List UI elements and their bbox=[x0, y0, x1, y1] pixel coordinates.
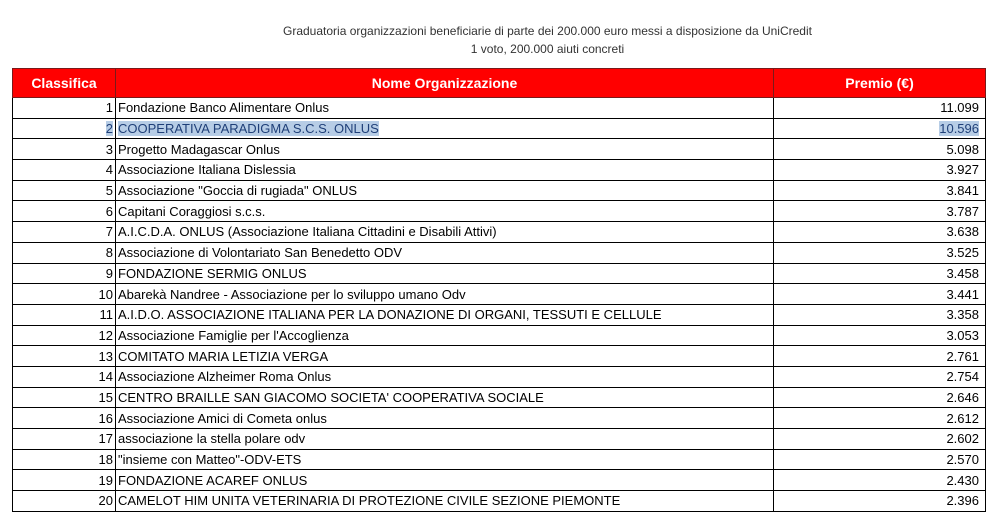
prize-text: 11.099 bbox=[940, 100, 979, 116]
organization-name-cell[interactable] bbox=[116, 160, 774, 181]
rank-text: 8 bbox=[105, 245, 113, 261]
organization-name-text: COMITATO MARIA LETIZIA VERGA bbox=[118, 348, 329, 364]
rank-cell[interactable] bbox=[13, 408, 116, 429]
prize-cell[interactable] bbox=[774, 284, 986, 305]
table-row[interactable] bbox=[13, 325, 986, 346]
prize-cell[interactable] bbox=[774, 118, 986, 139]
rank-text: 17 bbox=[98, 431, 113, 447]
rank-cell[interactable] bbox=[13, 470, 116, 491]
organization-name-cell[interactable] bbox=[116, 366, 774, 387]
rank-cell[interactable] bbox=[13, 366, 116, 387]
rank-cell[interactable] bbox=[13, 325, 116, 346]
rank-cell[interactable] bbox=[13, 118, 116, 139]
prize-text: 5.098 bbox=[946, 141, 979, 157]
rank-text: 3 bbox=[105, 141, 113, 157]
prize-cell[interactable] bbox=[774, 470, 986, 491]
table-row[interactable] bbox=[13, 366, 986, 387]
organization-name-text: Progetto Madagascar Onlus bbox=[118, 141, 280, 157]
table-row[interactable] bbox=[13, 242, 986, 263]
organization-name-cell[interactable] bbox=[116, 449, 774, 470]
column-header-name[interactable]: Nome Organizzazione bbox=[116, 69, 774, 98]
table-row[interactable] bbox=[13, 346, 986, 367]
prize-cell[interactable] bbox=[774, 180, 986, 201]
organization-name-cell[interactable] bbox=[116, 429, 774, 450]
rank-cell[interactable] bbox=[13, 387, 116, 408]
organization-name-cell[interactable] bbox=[116, 346, 774, 367]
document-title bbox=[0, 22, 1003, 58]
organization-name-cell[interactable] bbox=[116, 201, 774, 222]
prize-text: 2.602 bbox=[946, 431, 979, 447]
rank-cell[interactable] bbox=[13, 449, 116, 470]
organization-name-text: Associazione di Volontariato San Benedetto ODV bbox=[118, 245, 403, 261]
table-row[interactable] bbox=[13, 491, 986, 512]
table-row[interactable] bbox=[13, 263, 986, 284]
organization-name-text: "insieme con Matteo"-ODV-ETS bbox=[118, 452, 302, 468]
organization-name-text: CENTRO BRAILLE SAN GIACOMO SOCIETA' COOPERATIVA SOCIALE bbox=[118, 389, 544, 405]
table-row[interactable] bbox=[13, 118, 986, 139]
rank-cell[interactable] bbox=[13, 180, 116, 201]
prize-cell[interactable] bbox=[774, 160, 986, 181]
rank-cell[interactable] bbox=[13, 346, 116, 367]
rank-text: 1 bbox=[105, 100, 113, 116]
rank-text: 20 bbox=[98, 493, 113, 509]
prize-cell[interactable] bbox=[774, 429, 986, 450]
prize-text: 3.525 bbox=[946, 245, 979, 261]
prize-cell[interactable] bbox=[774, 387, 986, 408]
organization-name-text: Abarekà Nandree - Associazione per lo sviluppo umano Odv bbox=[118, 286, 466, 302]
organization-name-text: CAMELOT HIM UNITA VETERINARIA DI PROTEZIONE CIVILE SEZIONE PIEMONTE bbox=[118, 493, 621, 509]
prize-cell[interactable] bbox=[774, 408, 986, 429]
table-row[interactable] bbox=[13, 449, 986, 470]
prize-text: 10.596 bbox=[939, 121, 979, 137]
column-header-prize[interactable]: Premio (€) bbox=[774, 69, 986, 98]
organization-name-text: Associazione "Goccia di rugiada" ONLUS bbox=[118, 183, 358, 199]
prize-text: 3.358 bbox=[946, 307, 979, 323]
prize-text: 2.761 bbox=[946, 348, 979, 364]
rank-cell[interactable] bbox=[13, 242, 116, 263]
rank-cell[interactable] bbox=[13, 284, 116, 305]
prize-text: 2.646 bbox=[946, 389, 979, 405]
prize-text: 3.458 bbox=[946, 265, 979, 281]
organization-name-text: Associazione Alzheimer Roma Onlus bbox=[118, 369, 332, 385]
prize-cell[interactable] bbox=[774, 263, 986, 284]
rank-text: 7 bbox=[105, 224, 113, 240]
table-row[interactable] bbox=[13, 139, 986, 160]
rank-cell[interactable] bbox=[13, 222, 116, 243]
rank-text: 10 bbox=[98, 286, 113, 302]
prize-text: 2.754 bbox=[946, 369, 979, 385]
table-row[interactable] bbox=[13, 98, 986, 119]
rank-cell[interactable] bbox=[13, 139, 116, 160]
rank-text: 2 bbox=[105, 121, 113, 137]
prize-cell[interactable] bbox=[774, 346, 986, 367]
prize-cell[interactable] bbox=[774, 242, 986, 263]
organization-name-cell[interactable] bbox=[116, 263, 774, 284]
table-row[interactable] bbox=[13, 160, 986, 181]
organization-name-cell[interactable] bbox=[116, 98, 774, 119]
table-row[interactable] bbox=[13, 408, 986, 429]
prize-cell[interactable] bbox=[774, 139, 986, 160]
organization-name-cell[interactable] bbox=[116, 470, 774, 491]
table-body bbox=[13, 98, 986, 512]
organization-name-text: FONDAZIONE ACAREF ONLUS bbox=[118, 472, 308, 488]
prize-text: 3.441 bbox=[946, 286, 979, 302]
rank-text: 11 bbox=[99, 307, 113, 323]
organization-name-cell[interactable] bbox=[116, 222, 774, 243]
prize-cell[interactable] bbox=[774, 98, 986, 119]
prize-text: 3.638 bbox=[946, 224, 979, 240]
organization-name-cell[interactable] bbox=[116, 325, 774, 346]
organization-name-cell[interactable] bbox=[116, 139, 774, 160]
organization-name-text: Fondazione Banco Alimentare Onlus bbox=[118, 100, 330, 116]
ranking-table bbox=[12, 68, 986, 512]
organization-name-text: associazione la stella polare odv bbox=[118, 431, 306, 447]
rank-text: 15 bbox=[98, 389, 113, 405]
table-row[interactable] bbox=[13, 201, 986, 222]
rank-text: 19 bbox=[98, 472, 113, 488]
prize-text: 3.927 bbox=[946, 162, 979, 178]
rank-text: 5 bbox=[105, 183, 113, 199]
title-line-2: 1 voto, 200.000 aiuti concreti bbox=[470, 42, 625, 56]
table-row[interactable] bbox=[13, 470, 986, 491]
column-header-rank[interactable]: Classifica bbox=[13, 69, 116, 98]
organization-name-cell[interactable] bbox=[116, 242, 774, 263]
rank-text: 6 bbox=[105, 203, 113, 219]
prize-cell[interactable] bbox=[774, 201, 986, 222]
rank-cell[interactable] bbox=[13, 201, 116, 222]
rank-cell[interactable] bbox=[13, 491, 116, 512]
rank-text: 4 bbox=[105, 162, 113, 178]
rank-text: 14 bbox=[98, 369, 113, 385]
table-row[interactable] bbox=[13, 429, 986, 450]
rank-text: 16 bbox=[98, 410, 113, 426]
table-row[interactable] bbox=[13, 304, 986, 325]
prize-cell[interactable] bbox=[774, 449, 986, 470]
prize-text: 2.430 bbox=[946, 472, 979, 488]
table-row[interactable] bbox=[13, 180, 986, 201]
organization-name-text: Associazione Italiana Dislessia bbox=[118, 162, 296, 178]
rank-cell[interactable] bbox=[13, 429, 116, 450]
rank-cell[interactable] bbox=[13, 98, 116, 119]
organization-name-text: FONDAZIONE SERMIG ONLUS bbox=[118, 265, 307, 281]
organization-name-cell[interactable] bbox=[116, 180, 774, 201]
organization-name-text: Associazione Amici di Cometa onlus bbox=[118, 410, 327, 426]
organization-name-text: Capitani Coraggiosi s.c.s. bbox=[118, 203, 266, 219]
organization-name-cell[interactable] bbox=[116, 304, 774, 325]
prize-text: 2.396 bbox=[946, 493, 979, 509]
organization-name-text: Associazione Famiglie per l'Accoglienza bbox=[118, 327, 349, 343]
table-header-row bbox=[13, 69, 986, 98]
prize-cell[interactable] bbox=[774, 304, 986, 325]
organization-name-cell[interactable] bbox=[116, 284, 774, 305]
rank-cell[interactable] bbox=[13, 304, 116, 325]
rank-text: 12 bbox=[98, 327, 113, 343]
organization-name-cell[interactable] bbox=[116, 387, 774, 408]
prize-text: 2.570 bbox=[946, 452, 979, 468]
title-line-1: Graduatoria organizzazioni beneficiarie di parte dei 200.000 euro messi a disposizione da UniCredit bbox=[283, 24, 812, 38]
organization-name-cell[interactable] bbox=[116, 491, 774, 512]
organization-name-cell[interactable] bbox=[116, 118, 774, 139]
prize-text: 3.053 bbox=[946, 327, 979, 343]
prize-cell[interactable] bbox=[774, 325, 986, 346]
rank-text: 13 bbox=[98, 348, 113, 364]
prize-text: 3.841 bbox=[946, 183, 979, 199]
prize-text: 2.612 bbox=[946, 410, 979, 426]
prize-cell[interactable] bbox=[774, 366, 986, 387]
rank-text: 18 bbox=[98, 452, 113, 468]
organization-name-text: A.I.D.O. ASSOCIAZIONE ITALIANA PER LA DONAZIONE DI ORGANI, TESSUTI E CELLULE bbox=[118, 307, 662, 323]
organization-name-text: A.I.C.D.A. ONLUS (Associazione Italiana Cittadini e Disabili Attivi) bbox=[118, 224, 497, 240]
prize-cell[interactable] bbox=[774, 491, 986, 512]
table-row[interactable] bbox=[13, 222, 986, 243]
table-row[interactable] bbox=[13, 284, 986, 305]
organization-name-cell[interactable] bbox=[116, 408, 774, 429]
rank-cell[interactable] bbox=[13, 263, 116, 284]
organization-name-text: COOPERATIVA PARADIGMA S.C.S. ONLUS bbox=[118, 121, 379, 137]
rank-cell[interactable] bbox=[13, 160, 116, 181]
prize-cell[interactable] bbox=[774, 222, 986, 243]
table-row[interactable] bbox=[13, 387, 986, 408]
prize-text: 3.787 bbox=[946, 203, 979, 219]
rank-text: 9 bbox=[105, 265, 113, 281]
